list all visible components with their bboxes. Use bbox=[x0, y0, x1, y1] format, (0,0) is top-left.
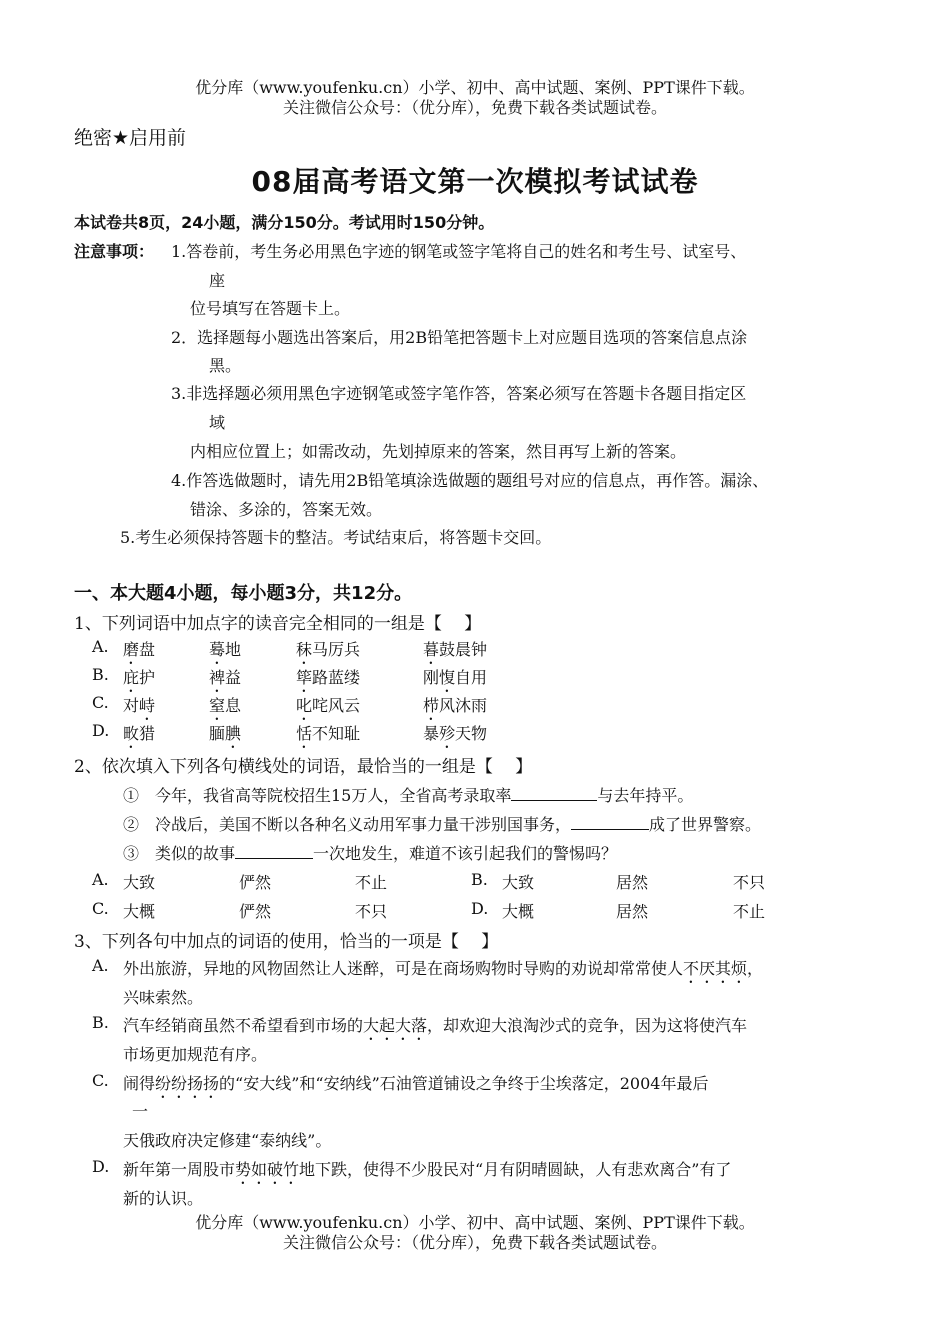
q3-option-a-line1: 外出旅游，异地的风物固然让人迷醉，可是在商场购物时导购的劝说却常常使人不厌其烦， bbox=[123, 959, 764, 978]
q1-c-word4: 栉风沐雨 bbox=[423, 696, 488, 715]
q3-option-b-label: B. bbox=[92, 1013, 109, 1032]
q1-c-word2: 窒息 bbox=[209, 696, 242, 715]
notice-item-3-cont: 内相应位置上；如需改动，先划掉原来的答案，然目再写上新的答案。 bbox=[190, 442, 687, 461]
footer-line-1: 优分库（www.youfenku.cn）小学、初中、高中试题、案例、PPT课件下载。 bbox=[195, 1213, 755, 1232]
q3-option-c-label: C. bbox=[92, 1071, 109, 1090]
q2-option-c-1: 大概 bbox=[123, 902, 156, 921]
q2-option-b-1: 大致 bbox=[502, 873, 535, 892]
q3-option-c-line1: 闹得纷纷扬扬的“安大线”和“安纳线”石油管道铺设之争终于尘埃落定，2004年最后 bbox=[123, 1074, 709, 1093]
q2-option-c-3: 不只 bbox=[355, 902, 388, 921]
q1-b-word3: 筚路蓝缕 bbox=[296, 668, 361, 687]
q2-sentence-3: ③ 类似的故事 一次地发生，难道不该引起我们的警惕吗？ bbox=[123, 844, 618, 863]
q1-c-word1: 对峙 bbox=[123, 696, 156, 715]
q2-option-d-1: 大概 bbox=[502, 902, 535, 921]
q3-option-d-label: D. bbox=[92, 1157, 110, 1176]
question-2-stem: 2、依次填入下列各句横线处的词语，最恰当的一组是【 】 bbox=[74, 757, 533, 777]
q3-option-c-wrap: 一 bbox=[132, 1102, 149, 1121]
q3-option-d-line2: 新的认识。 bbox=[123, 1189, 204, 1208]
question-3-stem: 3、下列各句中加点的词语的使用，恰当的一项是【 】 bbox=[74, 932, 499, 952]
q1-option-a: A. bbox=[92, 637, 109, 656]
q1-b-word2: 裨益 bbox=[209, 668, 242, 687]
q2-option-a-label: A. bbox=[92, 870, 109, 889]
q3-option-a-label: A. bbox=[92, 956, 109, 975]
q1-d-word2: 腼腆 bbox=[209, 724, 242, 743]
q1-option-c: C. bbox=[92, 693, 109, 712]
q2-option-b-3: 不只 bbox=[733, 873, 766, 892]
q2-option-d-2: 居然 bbox=[616, 902, 649, 921]
notice-item-3-wrap: 域 bbox=[209, 413, 226, 432]
notice-item-4: 4.作答选做题时，请先用2B铅笔填涂选做题的题组号对应的信息点，再作答。漏涂、 bbox=[171, 471, 769, 490]
q1-d-word1: 畋猎 bbox=[123, 724, 156, 743]
q1-a-word3: 秣马厉兵 bbox=[296, 640, 361, 659]
question-1-stem: 1、下列词语中加点字的读音完全相同的一组是【 】 bbox=[74, 614, 482, 634]
notice-item-1-cont: 位号填写在答题卡上。 bbox=[190, 299, 351, 318]
notice-item-1: 1.答卷前，考生务必用黑色字迹的钢笔或签字笔将自己的姓名和考生号、试室号、 bbox=[171, 242, 747, 261]
q1-a-word4: 暮鼓晨钟 bbox=[423, 640, 488, 659]
q1-option-b: B. bbox=[92, 665, 109, 684]
q3-option-b-line2: 市场更加规范有序。 bbox=[123, 1045, 268, 1064]
q2-option-c-label: C. bbox=[92, 899, 109, 918]
notice-item-3: 3.非选择题必须用黑色字迹钢笔或签字笔作答，答案必须写在答题卡各题目指定区 bbox=[171, 384, 747, 403]
q1-b-word1: 庇护 bbox=[123, 668, 156, 687]
q2-option-d-3: 不止 bbox=[733, 902, 766, 921]
notice-label: 注意事项： bbox=[74, 242, 155, 261]
q1-a-word2: 蓦地 bbox=[209, 640, 242, 659]
footer-line-2: 关注微信公众号：（优分库），免费下载各类试题试卷。 bbox=[282, 1233, 667, 1252]
q2-option-b-label: B. bbox=[471, 870, 488, 889]
notice-item-2: 2．选择题每小题选出答案后，用2B铅笔把答题卡上对应题目选项的答案信息点涂 bbox=[171, 328, 748, 347]
notice-item-5: 5.考生必须保持答题卡的整洁。考试结束后，将答题卡交回。 bbox=[120, 528, 552, 547]
q3-option-c-line2: 天俄政府决定修建“泰纳线”。 bbox=[123, 1131, 332, 1150]
blank-line bbox=[235, 842, 313, 859]
page-title: 08届高考语文第一次模拟考试试卷 bbox=[251, 165, 699, 198]
section-heading: 一、本大题4小题，每小题3分，共12分。 bbox=[74, 583, 413, 604]
blank-line bbox=[511, 784, 597, 801]
blank-line bbox=[571, 813, 649, 830]
notice-item-2-wrap: 黑。 bbox=[209, 356, 242, 375]
q1-b-word4: 刚愎自用 bbox=[423, 668, 488, 687]
q2-sentence-1: ① 今年，我省高等院校招生15万人，全省高考录取率 与去年持平。 bbox=[123, 786, 694, 805]
q1-a-word1: 磨盘 bbox=[123, 640, 156, 659]
notice-item-1-wrap: 座 bbox=[209, 271, 226, 290]
header-line-2: 关注微信公众号：（优分库），免费下载各类试题试卷。 bbox=[282, 98, 667, 117]
notice-item-4-cont: 错涂、多涂的，答案无效。 bbox=[190, 500, 383, 519]
q2-option-b-2: 居然 bbox=[616, 873, 649, 892]
header-line-1: 优分库（www.youfenku.cn）小学、初中、高中试题、案例、PPT课件下载。 bbox=[195, 78, 755, 97]
q2-sentence-2: ② 冷战后，美国不断以各种名义动用军事力量干涉别国事务， 成了世界警察。 bbox=[123, 815, 762, 834]
q2-option-a-2: 俨然 bbox=[239, 873, 272, 892]
q3-option-d-line1: 新年第一周股市势如破竹地下跌，使得不少股民对“月有阴晴圆缺，人有悲欢离合”有了 bbox=[123, 1160, 732, 1179]
q1-c-word3: 叱咤风云 bbox=[296, 696, 361, 715]
q2-option-d-label: D. bbox=[471, 899, 489, 918]
q1-option-d: D. bbox=[92, 721, 110, 740]
exam-summary: 本试卷共8页，24小题，满分150分。考试用时150分钟。 bbox=[74, 213, 495, 232]
q3-option-b-line1: 汽车经销商虽然不希望看到市场的大起大落，却欢迎大浪淘沙式的竞争，因为这将使汽车 bbox=[123, 1016, 748, 1035]
q1-d-word4: 暴殄天物 bbox=[423, 724, 488, 743]
q2-option-c-2: 俨然 bbox=[239, 902, 272, 921]
secret-label: 绝密★启用前 bbox=[74, 127, 187, 149]
q3-option-a-line2: 兴味索然。 bbox=[123, 988, 204, 1007]
q1-d-word3: 恬不知耻 bbox=[296, 724, 361, 743]
q2-option-a-1: 大致 bbox=[123, 873, 156, 892]
q2-option-a-3: 不止 bbox=[355, 873, 388, 892]
